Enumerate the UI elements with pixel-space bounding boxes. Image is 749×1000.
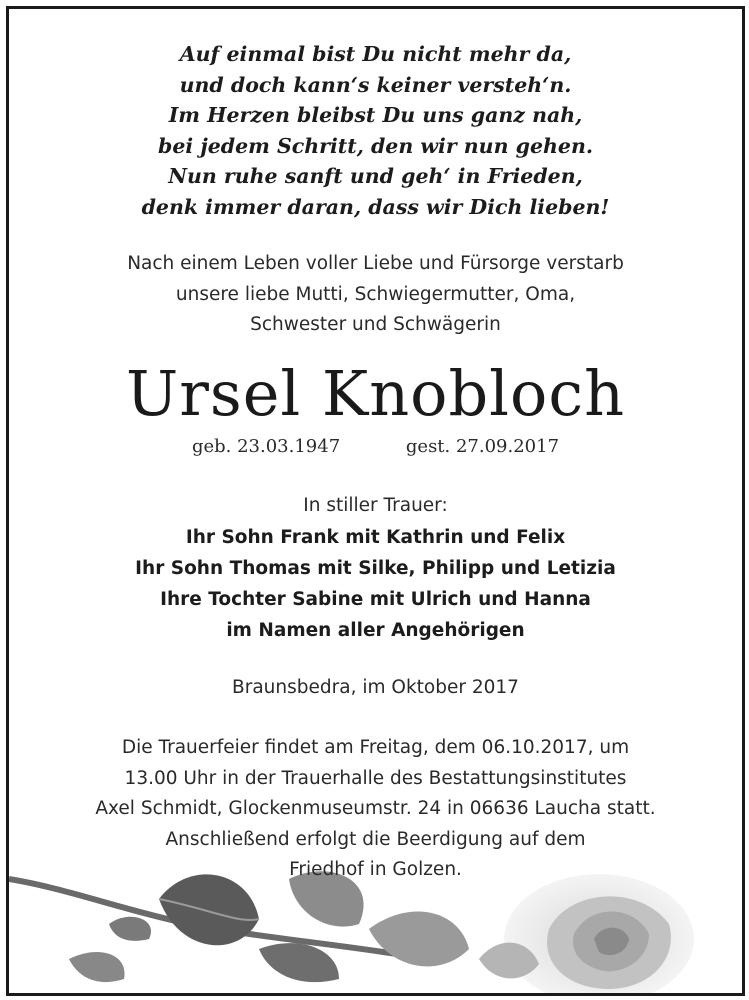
funeral-info — [9, 733, 742, 886]
funeral-line: Friedhof in Golzen. — [289, 859, 462, 880]
mourners-list — [9, 522, 742, 646]
mourner-line: Ihr Sohn Thomas mit Silke, Philipp und Letizia — [135, 558, 616, 579]
death-date: gest. 27.09.2017 — [405, 436, 560, 457]
poem-line: bei jedem Schritt, den wir nun gehen. — [158, 133, 593, 158]
mourning-intro: In stiller Trauer: — [303, 495, 448, 516]
funeral-line: Anschließend erfolgt die Beerdigung auf dem — [165, 828, 586, 850]
funeral-line: 13.00 Uhr in der Trauerhalle des Bestattungsinstitutes — [124, 767, 627, 789]
mourner-line: Ihr Sohn Frank mit Kathrin und Felix — [185, 527, 566, 548]
poem-line: denk immer daran, dass wir Dich lieben! — [141, 194, 610, 219]
funeral-line: Axel Schmidt, Glockenmuseumstr. 24 in 06636 Laucha statt. — [95, 798, 656, 819]
poem — [9, 39, 742, 222]
funeral-line: Die Trauerfeier findet am Freitag, dem 06.10.2017, um — [121, 737, 630, 758]
obituary-frame — [6, 6, 745, 996]
deceased-name: Ursel Knobloch — [125, 357, 625, 430]
intro-line: Nach einem Leben voller Liebe und Fürsorge verstarb — [127, 253, 624, 274]
life-dates — [9, 432, 742, 462]
poem-line: Auf einmal bist Du nicht mehr da, — [179, 42, 572, 66]
poem-line: Im Herzen bleibst Du uns ganz nah, — [168, 103, 583, 127]
mourner-line: Ihre Tochter Sabine mit Ulrich und Hanna — [160, 589, 591, 610]
birth-date: geb. 23.03.1947 — [191, 436, 341, 457]
intro-text — [9, 249, 742, 341]
intro-line: Schwester und Schwägerin — [250, 314, 501, 335]
poem-line: und doch kann‘s keiner versteh‘n. — [179, 72, 572, 97]
intro-line: unsere liebe Mutti, Schwiegermutter, Oma, — [175, 283, 576, 305]
place-date: Braunsbedra, im Oktober 2017 — [232, 677, 519, 698]
mourner-line: im Namen aller Angehörigen — [226, 620, 525, 641]
poem-line: Nun ruhe sanft und geh‘ in Frieden, — [168, 164, 583, 188]
